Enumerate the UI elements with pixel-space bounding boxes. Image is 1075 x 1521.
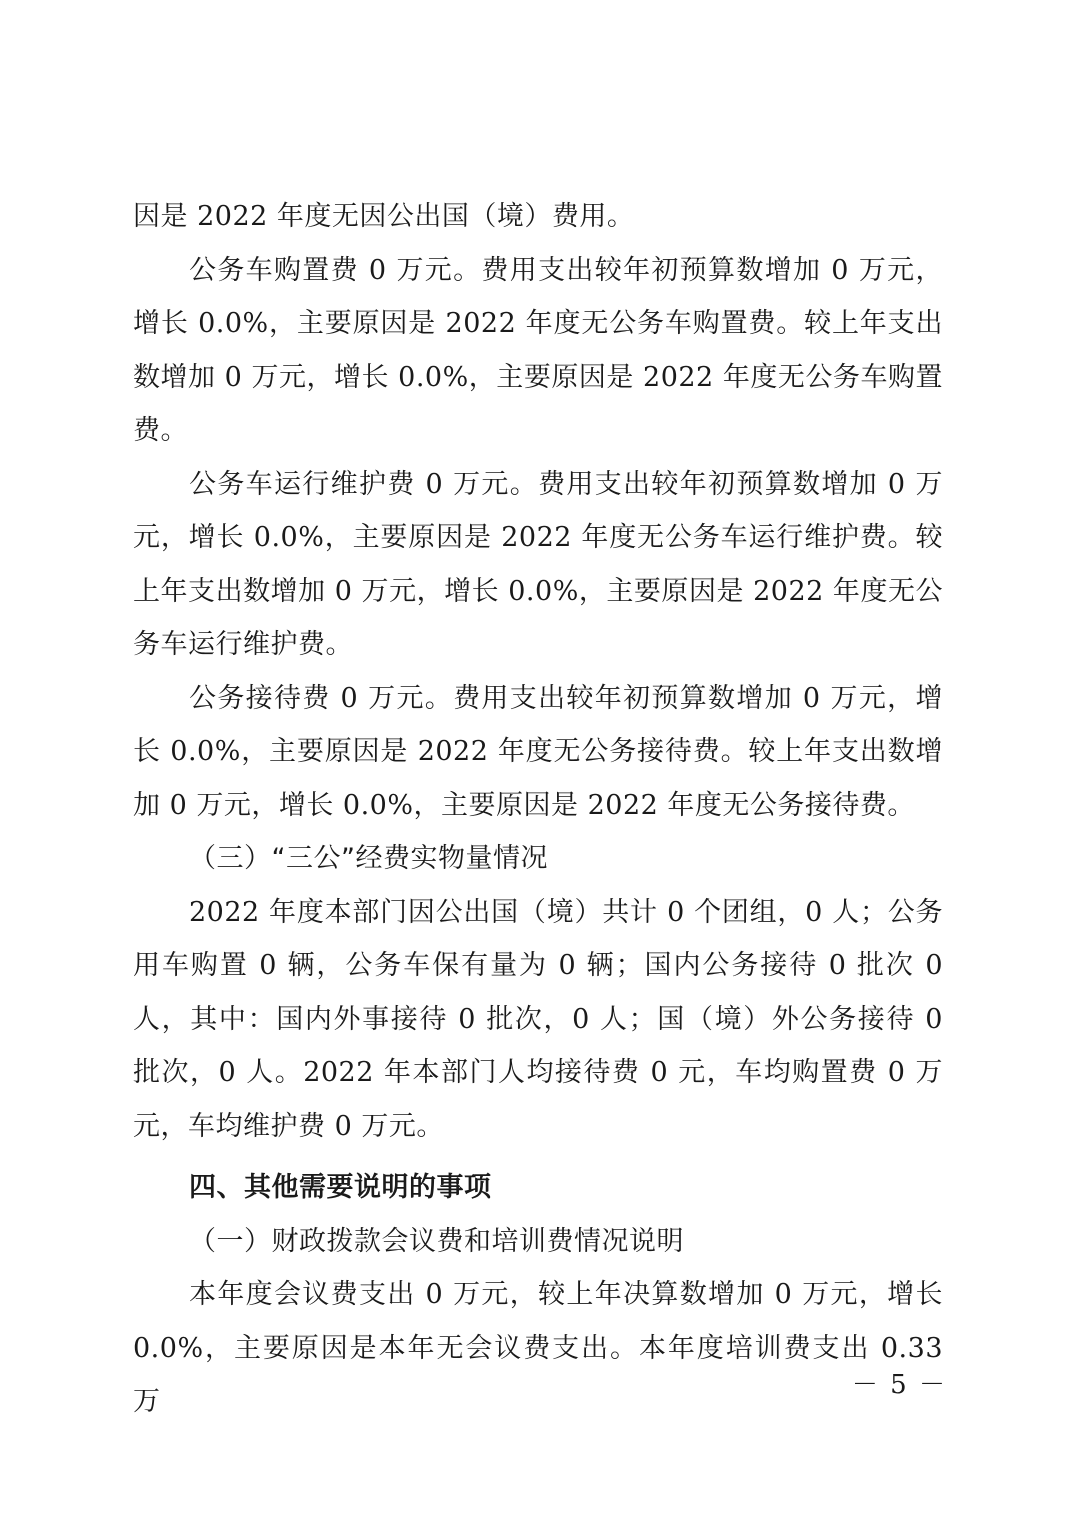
paragraph-continuation: 因是 2022 年度无因公出国（境）费用。	[133, 201, 635, 232]
subheading-physical-quantity: （三）“三公”经费实物量情况	[189, 843, 548, 874]
paragraph-vehicle-purchase: 公务车购置费 0 万元。费用支出较年初预算数增加 0 万元，增长 0.0%，主要原因是 2022 年度无公务车购置费。较上年支出数增加 0 万元，增长 0.0%，主要原因是 2022 年度无公务车购置费。	[133, 254, 943, 446]
paragraph-reception: 公务接待费 0 万元。费用支出较年初预算数增加 0 万元，增长 0.0%，主要原因是 2022 年度无公务接待费。较上年支出数增加 0 万元，增长 0.0%，主要原因是 2022 年度无公务接待费。	[133, 682, 943, 821]
section-heading-other-matters: 四、其他需要说明的事项	[189, 1172, 492, 1203]
page-number: － 5 －	[851, 1370, 947, 1400]
subheading-meeting-training: （一）财政拨款会议费和培训费情况说明	[189, 1225, 684, 1257]
paragraph-vehicle-maintenance: 公务车运行维护费 0 万元。费用支出较年初预算数增加 0 万元，增长 0.0%，主要原因是 2022 年度无公务车运行维护费。较上年支出数增加 0 万元，增长 0.0%，主要原因是 2022 年度无公务车运行维护费。	[133, 468, 943, 660]
body-text	[133, 190, 943, 1429]
paragraph-meeting-training: 本年度会议费支出 0 万元，较上年决算数增加 0 万元，增长 0.0%，主要原因是本年无会议费支出。本年度培训费支出 0.33 万	[133, 1279, 943, 1417]
paragraph-physical-quantity: 2022 年度本部门因公出国（境）共计 0 个团组，0 人；公务用车购置 0 辆，公务车保有量为 0 辆；国内公务接待 0 批次 0 人，其中：国内外事接待 0 批次，0 人；国（境）外公务接待 0 批次，0 人。2022 年本部门人均接待费 0 元，车均购置费 0 万元，车均维护费 0 万元。	[133, 896, 943, 1142]
